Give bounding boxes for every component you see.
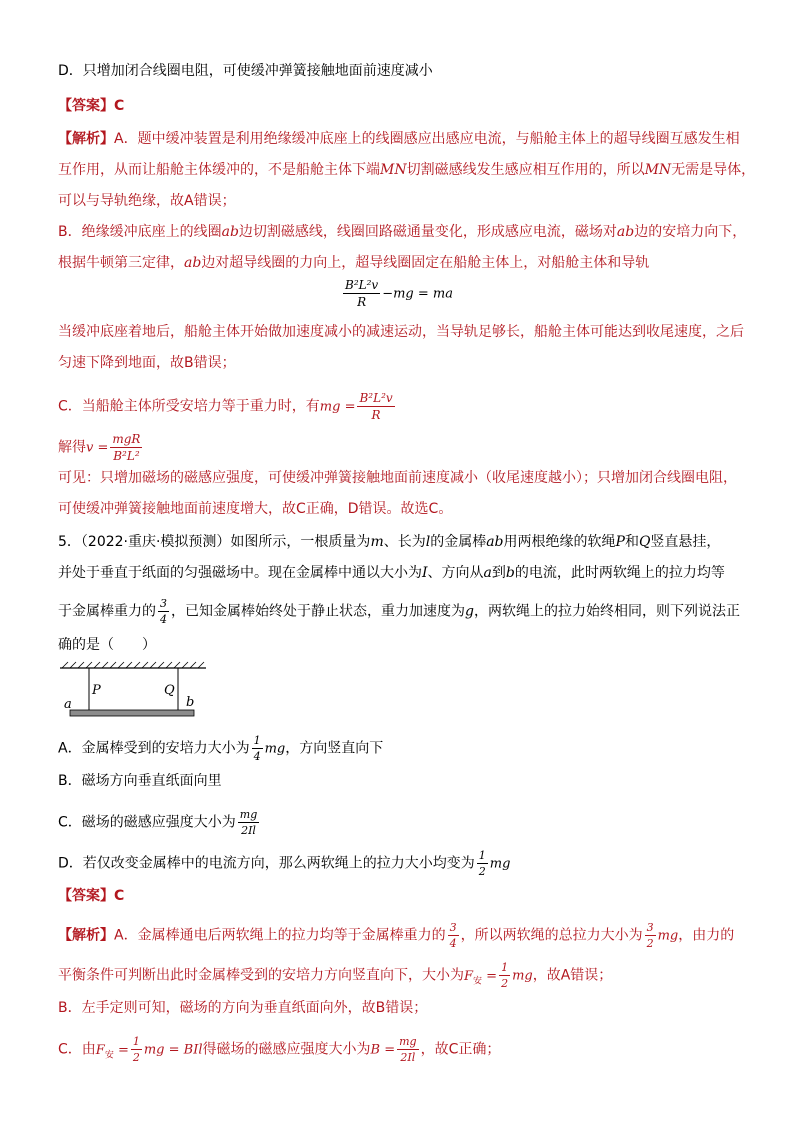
question-line xyxy=(58,563,725,583)
explanation-text: 得磁场的磁感应强度大小为 xyxy=(202,1041,371,1058)
math-symbol: mg xyxy=(657,928,679,944)
explanation-text: 边的安培力向下， xyxy=(634,224,747,240)
answer-label: 【答案】C xyxy=(58,888,125,904)
math-symbol: MN xyxy=(380,162,407,178)
equation-mid: mg = BIl xyxy=(143,1042,203,1058)
math-symbol: Q xyxy=(638,534,651,550)
ceiling-hatching xyxy=(62,662,204,668)
explanation-line xyxy=(58,392,397,421)
numerator: 3 xyxy=(449,921,457,934)
label-q: Q xyxy=(164,683,175,698)
math-symbol: a xyxy=(483,565,492,581)
question-text: 的金属棒 xyxy=(430,534,487,550)
explanation-text: 无需是导体， xyxy=(671,162,756,178)
numerator: 3 xyxy=(160,597,167,610)
explanation-tag: 【解析】 xyxy=(58,927,114,944)
explanation-text: B．绝缘缓冲底座上的线圈 xyxy=(58,224,222,240)
explanation-text: C．由 xyxy=(58,1041,96,1058)
question-text: ，两软绳上的拉力始终相同，则下列说法正 xyxy=(473,603,740,620)
option-d-text: D．只增加闭合线圈电阻，可使缓冲弹簧接触地面前速度减小 xyxy=(58,63,433,79)
force-symbol: $F_安$ = xyxy=(464,968,498,987)
denominator: 2 xyxy=(646,937,654,950)
equation-lhs: B = xyxy=(370,1042,396,1058)
fraction xyxy=(477,850,488,877)
explanation-line xyxy=(58,922,734,949)
force-symbol: $F_安$ = xyxy=(95,1042,129,1061)
explanation-text: ，所以两软绳的总拉力大小为 xyxy=(460,927,643,944)
equation-rest: −mg = ma xyxy=(382,286,453,302)
denominator: R xyxy=(357,295,367,309)
explanation-line xyxy=(58,1036,500,1065)
question-text: 于金属棒重力的 xyxy=(58,603,156,620)
denominator: 2 xyxy=(478,865,486,878)
explanation-line xyxy=(58,160,755,180)
denominator: 2 xyxy=(132,1051,140,1064)
math-symbol: MN xyxy=(644,162,672,178)
equation-1 xyxy=(0,279,794,308)
numerator: mg xyxy=(239,808,258,821)
explanation-line xyxy=(58,433,144,462)
explanation-text: 边切割磁感线，线圈回路磁通量变化，形成感应电流，磁场对 xyxy=(238,224,617,240)
question-text: 的电流，此时两软绳上的拉力均等 xyxy=(514,565,725,581)
label-b: b xyxy=(186,695,195,710)
math-symbol: l xyxy=(425,534,431,550)
math-symbol: mg xyxy=(264,741,286,757)
denominator: 2Il xyxy=(400,1051,416,1064)
question-line xyxy=(58,598,740,625)
math-symbol: ab xyxy=(616,224,635,240)
math-symbol: P xyxy=(615,534,625,550)
fraction xyxy=(158,598,169,625)
text-line xyxy=(58,61,433,81)
math-symbol: I xyxy=(422,565,428,581)
denominator: R xyxy=(371,408,381,422)
denominator: 4 xyxy=(449,937,457,950)
fraction xyxy=(252,735,263,762)
explanation-line xyxy=(58,129,740,149)
math-symbol: mg xyxy=(489,856,511,872)
explanation-line: 匀速下降到地面，故B错误； xyxy=(58,355,236,371)
hanging-rod-figure xyxy=(58,660,210,720)
question-line: 确的是（ ） xyxy=(58,637,156,653)
numerator: mgR xyxy=(112,432,141,446)
explanation-text: A．题中缓冲装置是利用绝缘缓冲底座上的线圈感应出感应电流，与船舱主体上的超导线圈互感发生相 xyxy=(114,131,740,147)
numerator: 1 xyxy=(501,961,509,974)
option-text: A．金属棒受到的安培力大小为 xyxy=(58,740,250,757)
denominator: 2Il xyxy=(241,824,256,837)
equation-lhs: mg = xyxy=(319,399,356,415)
option-text: ，方向竖直向下 xyxy=(285,740,384,757)
force-letter: F xyxy=(95,1042,105,1058)
math-symbol: ab xyxy=(221,224,239,240)
option-text: C．磁场的磁感应强度大小为 xyxy=(58,814,236,831)
explanation-text: A．金属棒通电后两软绳上的拉力均等于金属棒重力的 xyxy=(114,927,446,944)
numerator: 1 xyxy=(253,734,261,747)
force-subscript: 安 xyxy=(473,976,483,987)
explanation-line xyxy=(58,962,612,991)
fraction xyxy=(131,1036,142,1063)
fraction xyxy=(448,922,459,949)
question-text: ，已知金属棒始终处于静止状态，重力加速度为 xyxy=(171,603,465,620)
denominator: 4 xyxy=(160,613,167,626)
explanation-text: ，由力的 xyxy=(678,927,735,944)
explanation-text: ，故A错误； xyxy=(532,967,613,984)
force-subscript: 安 xyxy=(104,1050,114,1061)
question-text: 、方向从 xyxy=(427,565,484,581)
question-text: 、长为 xyxy=(383,534,426,550)
math-symbol: b xyxy=(505,565,515,581)
explanation-line: 可见：只增加磁场的磁感应强度，可使缓冲弹簧接触地面前速度减小（收尾速度越小）；只增加闭合线圈电阻， xyxy=(58,470,737,486)
math-symbol: ab xyxy=(486,534,504,550)
fraction xyxy=(499,962,510,989)
explanation-line xyxy=(58,222,746,242)
fraction xyxy=(357,392,394,421)
fraction xyxy=(343,279,380,308)
fraction xyxy=(645,922,656,949)
question-text: 5．（2022·重庆·模拟预测）如图所示，一根质量为 xyxy=(58,534,371,550)
numerator: mg xyxy=(399,1035,417,1048)
numerator: 3 xyxy=(646,921,654,934)
numerator: 1 xyxy=(132,1035,140,1048)
question-text: 并处于垂直于纸面的匀强磁场中。现在金属棒中通以大小为 xyxy=(58,565,422,581)
numerator: 1 xyxy=(478,849,486,862)
question-text: 到 xyxy=(491,565,506,581)
option-text: D．若仅改变金属棒中的电流方向，那么两软绳上的拉力大小均变为 xyxy=(58,855,475,872)
denominator: 4 xyxy=(253,750,261,763)
explanation-line: 可使缓冲弹簧接触地面前速度增大，故C正确，D错误。故选C。 xyxy=(58,501,453,517)
force-letter: F xyxy=(464,968,474,984)
explanation-line: B．左手定则可知，磁场的方向为垂直纸面向外，故B错误； xyxy=(58,1000,428,1016)
explanation-line xyxy=(58,253,649,273)
math-symbol: ab xyxy=(184,255,202,271)
equation-lhs: v = xyxy=(86,440,109,456)
option-a xyxy=(58,735,383,762)
explanation-text: 切割磁感线发生感应相互作用的，所以 xyxy=(406,162,645,178)
denominator: 2 xyxy=(501,977,509,990)
answer-label: 【答案】C xyxy=(58,98,125,114)
question-line xyxy=(58,532,720,552)
explanation-tag: 【解析】 xyxy=(58,131,114,147)
explanation-text: 边对超导线圈的力向上，超导线圈固定在船舱主体上，对船舱主体和导轨 xyxy=(201,255,650,271)
math-symbol: g xyxy=(465,603,474,620)
fraction xyxy=(397,1036,418,1063)
metal-rod xyxy=(70,710,194,716)
question-text: 用两根绝缘的软绳 xyxy=(503,534,616,550)
denominator: B²L² xyxy=(113,449,140,463)
math-symbol: m xyxy=(370,534,384,550)
explanation-text: 平衡条件可判断出此时金属棒受到的安培力方向竖直向下，大小为 xyxy=(58,967,464,984)
option-c xyxy=(58,809,261,836)
explanation-text: 根据牛顿第三定律， xyxy=(58,255,184,271)
fraction xyxy=(110,433,142,462)
explanation-line: 当缓冲底座着地后，船舱主体开始做加速度减小的减速运动，当导轨足够长，船舱主体可能达到收尾速度，之后 xyxy=(58,324,744,340)
question-text: 竖直悬挂， xyxy=(650,534,721,550)
numerator: B²L²v xyxy=(345,278,379,292)
option-b: B．磁场方向垂直纸面向里 xyxy=(58,773,222,789)
explanation-text: ，故C正确； xyxy=(420,1041,501,1058)
label-a: a xyxy=(64,697,72,712)
fraction xyxy=(238,809,259,836)
label-p: P xyxy=(92,683,101,698)
math-symbol: mg xyxy=(512,968,533,984)
numerator: B²L²v xyxy=(359,391,393,405)
option-d xyxy=(58,850,510,877)
question-text: 和 xyxy=(624,534,639,550)
explanation-text: 互作用，从而让船舱主体缓冲的，不是船舱主体下端 xyxy=(58,162,380,178)
explanation-line: 可以与导轨绝缘，故A错误； xyxy=(58,193,236,209)
explanation-text: C．当船舱主体所受安培力等于重力时，有 xyxy=(58,398,320,415)
explanation-text: 解得 xyxy=(58,439,86,456)
